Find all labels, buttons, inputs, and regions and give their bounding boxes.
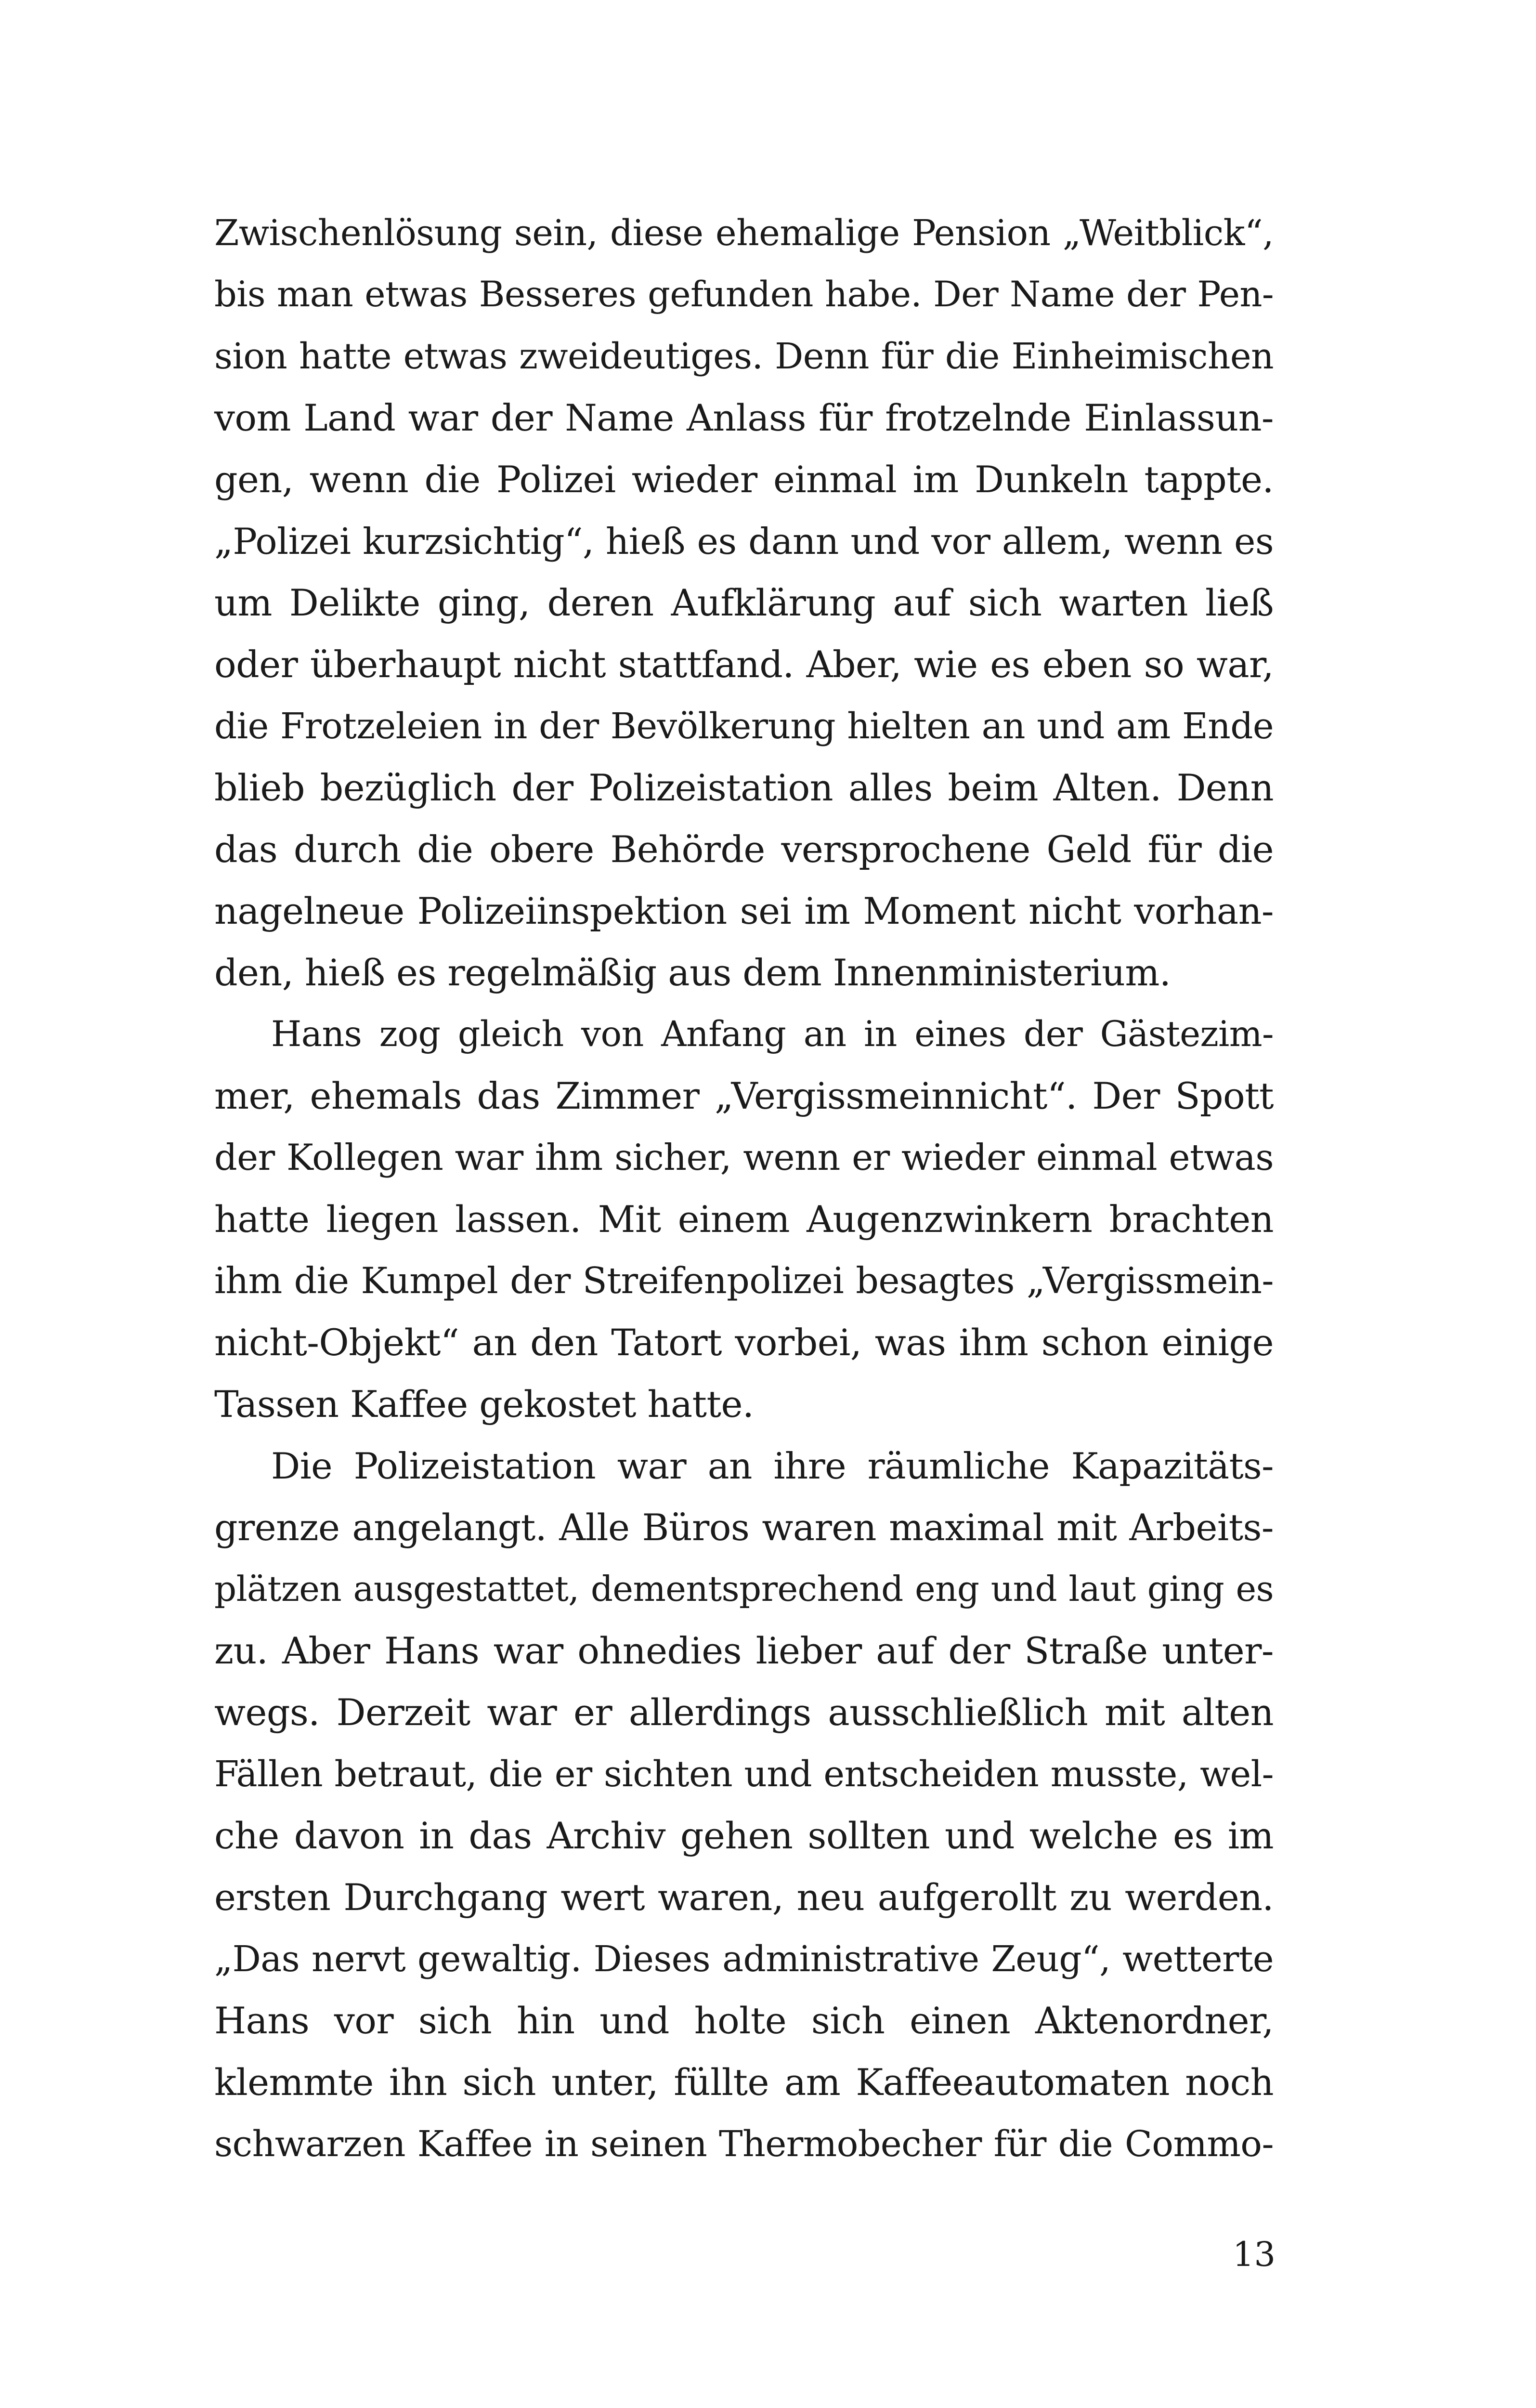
text-line: bis man etwas Besseres gefunden habe. Der Name der Pen- (214, 274, 1274, 315)
text-line: der Kollegen war ihm sicher, wenn er wieder einmal etwas (214, 1137, 1274, 1178)
text-line: die Frotzeleien in der Bevölkerung hielten an und am Ende (214, 706, 1274, 747)
text-line: um Delikte ging, deren Aufklärung auf sich warten ließ (214, 581, 1274, 624)
text-line: Hans vor sich hin und holte sich einen Aktenordner, (214, 1999, 1274, 2042)
text-line: schwarzen Kaffee in seinen Thermobecher für die Commo- (214, 2123, 1274, 2165)
text-line: plätzen ausgestattet, dementsprechend eng und laut ging es (214, 1569, 1274, 1610)
body-text (214, 202, 1274, 2175)
text-line: oder überhaupt nicht stattfand. Aber, wie es eben so war, (214, 643, 1274, 686)
text-line: Tassen Kaffee gekostet hatte. (214, 1383, 754, 1426)
text-line: vom Land war der Name Anlass für frotzelnde Einlassun- (214, 396, 1274, 439)
text-line: nicht-Objekt“ an den Tatort vorbei, was ihm schon einige (214, 1321, 1274, 1364)
text-line: Zwischenlösung sein, diese ehemalige Pension „Weitblick“, (214, 212, 1274, 254)
text-line: wegs. Derzeit war er allerdings ausschließlich mit alten (214, 1691, 1274, 1734)
text-line: klemmte ihn sich unter, füllte am Kaffeeautomaten noch (214, 2061, 1274, 2104)
text-line: che davon in das Archiv gehen sollten und welche es im (214, 1814, 1274, 1857)
text-line: grenze angelangt. Alle Büros waren maximal mit Arbeits- (214, 1506, 1274, 1549)
page-number: 13 (1233, 2235, 1276, 2274)
text-line: ihm die Kumpel der Streifenpolizei besagtes „Vergissmein- (214, 1260, 1274, 1302)
text-line: „Polizei kurzsichtig“, hieß es dann und vor allem, wenn es (214, 520, 1274, 563)
text-line: nagelneue Polizeiinspektion sei im Moment nicht vorhan- (214, 890, 1274, 932)
text-line: Hans zog gleich von Anfang an in eines der Gästezim- (271, 1014, 1274, 1055)
text-line: mer, ehemals das Zimmer „Vergissmeinnicht“. Der Spott (214, 1074, 1274, 1117)
text-line: den, hieß es regelmäßig aus dem Innenministerium. (214, 951, 1171, 994)
text-line: hatte liegen lassen. Mit einem Augenzwinkern brachten (214, 1198, 1274, 1241)
text-line: blieb bezüglich der Polizeistation alles beim Alten. Denn (214, 766, 1274, 809)
text-line: „Das nervt gewaltig. Dieses administrative Zeug“, wetterte (214, 1938, 1274, 1980)
text-line: ersten Durchgang wert waren, neu aufgerollt zu werden. (214, 1876, 1274, 1919)
text-line: Fällen betraut, die er sichten und entscheiden musste, wel- (214, 1754, 1274, 1795)
text-line: Die Polizeistation war an ihre räumliche Kapazitäts- (271, 1445, 1274, 1487)
text-line: das durch die obere Behörde versprochene Geld für die (214, 828, 1274, 871)
text-line: sion hatte etwas zweideutiges. Denn für die Einheimischen (214, 336, 1274, 377)
text-line: gen, wenn die Polizei wieder einmal im Dunkeln tappte. (214, 458, 1274, 501)
text-line: zu. Aber Hans war ohnedies lieber auf der Straße unter- (214, 1629, 1274, 1672)
